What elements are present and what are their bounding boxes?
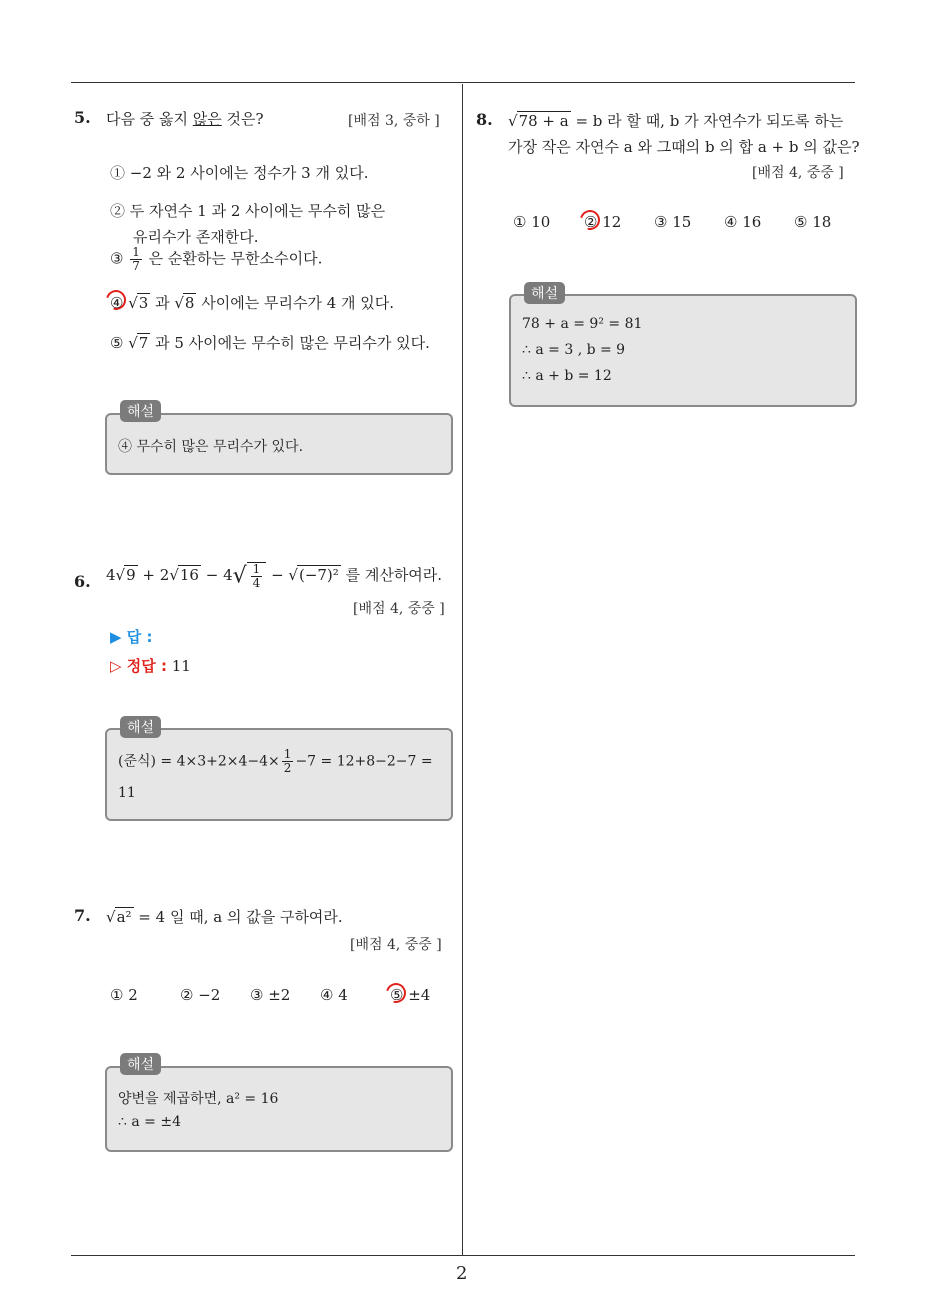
- expr-term: 4: [106, 566, 116, 585]
- q7-choice-1: ① 2: [110, 986, 138, 1004]
- expr-term: + 2: [137, 566, 170, 585]
- fraction-numerator: 1: [252, 562, 261, 576]
- q8-choice-5: ⑤ 18: [794, 213, 832, 231]
- q8-choice-2: ② 12: [584, 213, 622, 231]
- q6-solution-line2: 11: [118, 785, 136, 801]
- q7-solution-line1: 양변을 제곱하면, a² = 16: [118, 1091, 279, 1107]
- q7-solution-line2: ∴ a = ±4: [118, 1114, 181, 1130]
- q5-option-2-line2: 유리수가 존재한다.: [133, 228, 259, 246]
- sqrt-fraction: [247, 562, 267, 590]
- q8-prompt-line2: 가장 작은 자연수 a 와 그때의 b 의 합 a + b 의 값은?: [508, 138, 860, 156]
- q7-choice-2: ② −2: [180, 986, 221, 1004]
- q7-solution-tag: 해설: [120, 1053, 161, 1075]
- q5-meta: [배점 3, 중하 ]: [348, 113, 440, 129]
- q6-correct-value: 11: [166, 657, 191, 675]
- q8-choice-3: ③ 15: [654, 213, 692, 231]
- q6-number: 6.: [74, 572, 91, 591]
- q5-option-5-mark: ⑤: [110, 334, 124, 352]
- q6-expression: 4√9 + 2√16 − 4√ $\frac{1}{4}$ − √(−7)² 를 계산하여라.: [106, 562, 443, 591]
- q6-correct-answer: [110, 655, 191, 676]
- expr-term: −: [266, 566, 289, 585]
- radicand: 3: [138, 294, 149, 312]
- q8-solution-tag: 해설: [524, 282, 565, 304]
- q5-option-4: ④ √3 과 √8 사이에는 무리수가 4 개 있다.: [110, 294, 395, 312]
- q8-prompt-text: = b 라 할 때, b 가 자연수가 되도록 하는: [570, 112, 844, 130]
- q8-choice-4: ④ 16: [724, 213, 762, 231]
- q5-prompt: [106, 108, 264, 129]
- q5-option-3-mark: ③: [110, 249, 124, 268]
- column-divider: [462, 84, 463, 1256]
- q6-prompt-text: 를 계산하여라.: [340, 566, 443, 585]
- q7-choice-5: ⑤ ±4: [390, 986, 431, 1004]
- q6-solution-line1: [118, 748, 433, 775]
- q8-solution-line3: ∴ a + b = 12: [522, 368, 612, 384]
- q5-number: 5.: [74, 108, 91, 127]
- q6-solution-text: −7 = 12+8−2−7 =: [295, 753, 433, 770]
- q5-option-5-text: 과 5 사이에는 무수히 많은 무리수가 있다.: [150, 334, 430, 352]
- q6-correct-label: ▷ 정답 :: [110, 657, 167, 675]
- q5-prompt-end: 것은?: [221, 110, 264, 128]
- q5-option-2-line1: ② 두 자연수 1 과 2 사이에는 무수히 많은: [110, 202, 386, 220]
- radicand: 7: [138, 334, 149, 352]
- radicand: 16: [179, 566, 199, 585]
- radicand: (−7)²: [298, 566, 339, 585]
- q5-option-4-join: 과: [150, 294, 175, 312]
- q7-choice-3: ③ ±2: [250, 986, 291, 1004]
- q7-prompt-text: = 4 일 때, a 의 값을 구하여라.: [133, 908, 343, 926]
- q6-solution-tag: 해설: [120, 716, 161, 738]
- top-rule: [71, 82, 855, 83]
- q8-solution-line2: ∴ a = 3 , b = 9: [522, 342, 626, 358]
- q6-solution-text: (준식) = 4×3+2×4−4×: [118, 753, 280, 770]
- q8-solution-line1: 78 + a = 9² = 81: [522, 316, 643, 332]
- q5-option-4-mark: ④: [110, 294, 124, 312]
- q5-prompt-underlined: 않은: [192, 110, 222, 128]
- q7-solution-box: [105, 1066, 453, 1152]
- q5-solution-line: ④ 무수히 많은 무리수가 있다.: [118, 439, 304, 455]
- q8-prompt-line1: √78 + a = b 라 할 때, b 가 자연수가 되도록 하는: [508, 112, 844, 130]
- q6-meta: [배점 4, 중중 ]: [353, 601, 445, 617]
- q7-meta: [배점 4, 중중 ]: [350, 937, 442, 953]
- q6-answer-label: ▶ 답 :: [110, 628, 153, 646]
- radicand: a²: [116, 908, 132, 926]
- q8-meta: [배점 4, 중중 ]: [752, 165, 844, 181]
- fraction-numerator: 1: [283, 747, 292, 761]
- q5-option-4-text: 사이에는 무리수가 4 개 있다.: [196, 294, 395, 312]
- q5-solution-tag: 해설: [120, 400, 161, 422]
- q8-choice-1: ① 10: [513, 213, 551, 231]
- q7-prompt: √a² = 4 일 때, a 의 값을 구하여라.: [106, 908, 343, 926]
- radicand: 8: [184, 294, 195, 312]
- q7-choice-4: ④ 4: [320, 986, 348, 1004]
- q5-prompt-text: 다음 중 옳지: [106, 110, 193, 128]
- q5-option-1: ① −2 와 2 사이에는 정수가 3 개 있다.: [110, 164, 369, 182]
- q5-option-3-fraction: [130, 246, 142, 273]
- fraction-denominator: 7: [132, 259, 140, 274]
- fraction-denominator: 2: [283, 761, 292, 776]
- bottom-rule: [71, 1255, 855, 1256]
- q5-option-5: ⑤ √7 과 5 사이에는 무수히 많은 무리수가 있다.: [110, 334, 430, 352]
- q8-number: 8.: [476, 110, 493, 129]
- q5-option-3-text: 은 순환하는 무한소수이다.: [148, 249, 323, 268]
- expr-term: − 4: [200, 566, 233, 585]
- fraction-numerator: 1: [132, 245, 140, 259]
- page-number: 2: [456, 1263, 468, 1284]
- radicand: 9: [126, 566, 136, 585]
- q5-option-3: [110, 246, 322, 273]
- fraction-denominator: 4: [252, 576, 261, 591]
- radicand: 78 + a: [518, 112, 569, 130]
- q7-number: 7.: [74, 906, 91, 925]
